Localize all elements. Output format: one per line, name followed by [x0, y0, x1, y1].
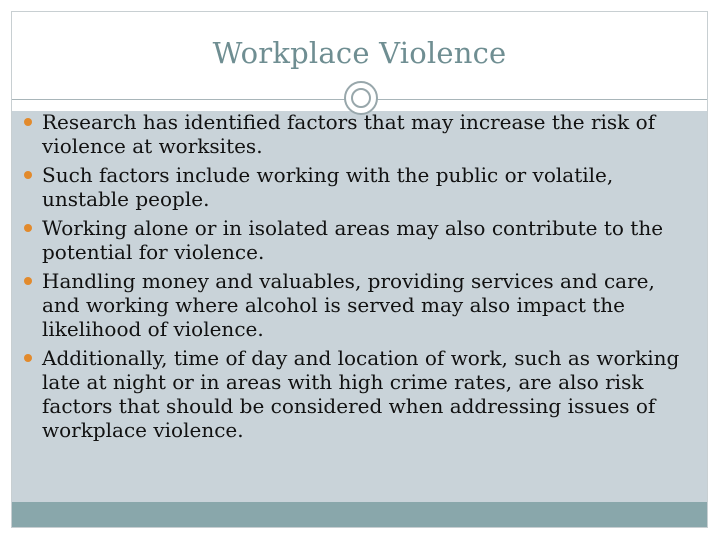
bullet-item [24, 216, 684, 264]
bullet-text: Research has identified factors that may increase the risk of violence at worksites. [42, 110, 656, 158]
bullet-dot-icon [24, 354, 32, 362]
bullet-text: Working alone or in isolated areas may also contribute to the potential for violence. [42, 216, 664, 264]
bottom-bar [12, 502, 707, 528]
bullet-text: Handling money and valuables, providing services and care, and working where alcohol is served may also impact the likelihood of violence. [42, 269, 655, 341]
bullet-list [24, 110, 684, 447]
bullet-item [24, 110, 684, 158]
bullet-item [24, 163, 684, 211]
slide-title: Workplace Violence [212, 36, 507, 70]
bullet-text: Additionally, time of day and location of work, such as working late at night or in areas with high crime rates, are also risk factors that should be considered when addressing issues of workplace violence. [42, 346, 680, 442]
inner-circle-icon [351, 88, 371, 108]
bullet-dot-icon [24, 171, 32, 179]
bullet-dot-icon [24, 224, 32, 232]
bullet-item [24, 346, 684, 442]
bullet-dot-icon [24, 118, 32, 126]
bullet-text: Such factors include working with the public or volatile, unstable people. [42, 163, 614, 211]
bullet-item [24, 269, 684, 341]
bullet-dot-icon [24, 277, 32, 285]
